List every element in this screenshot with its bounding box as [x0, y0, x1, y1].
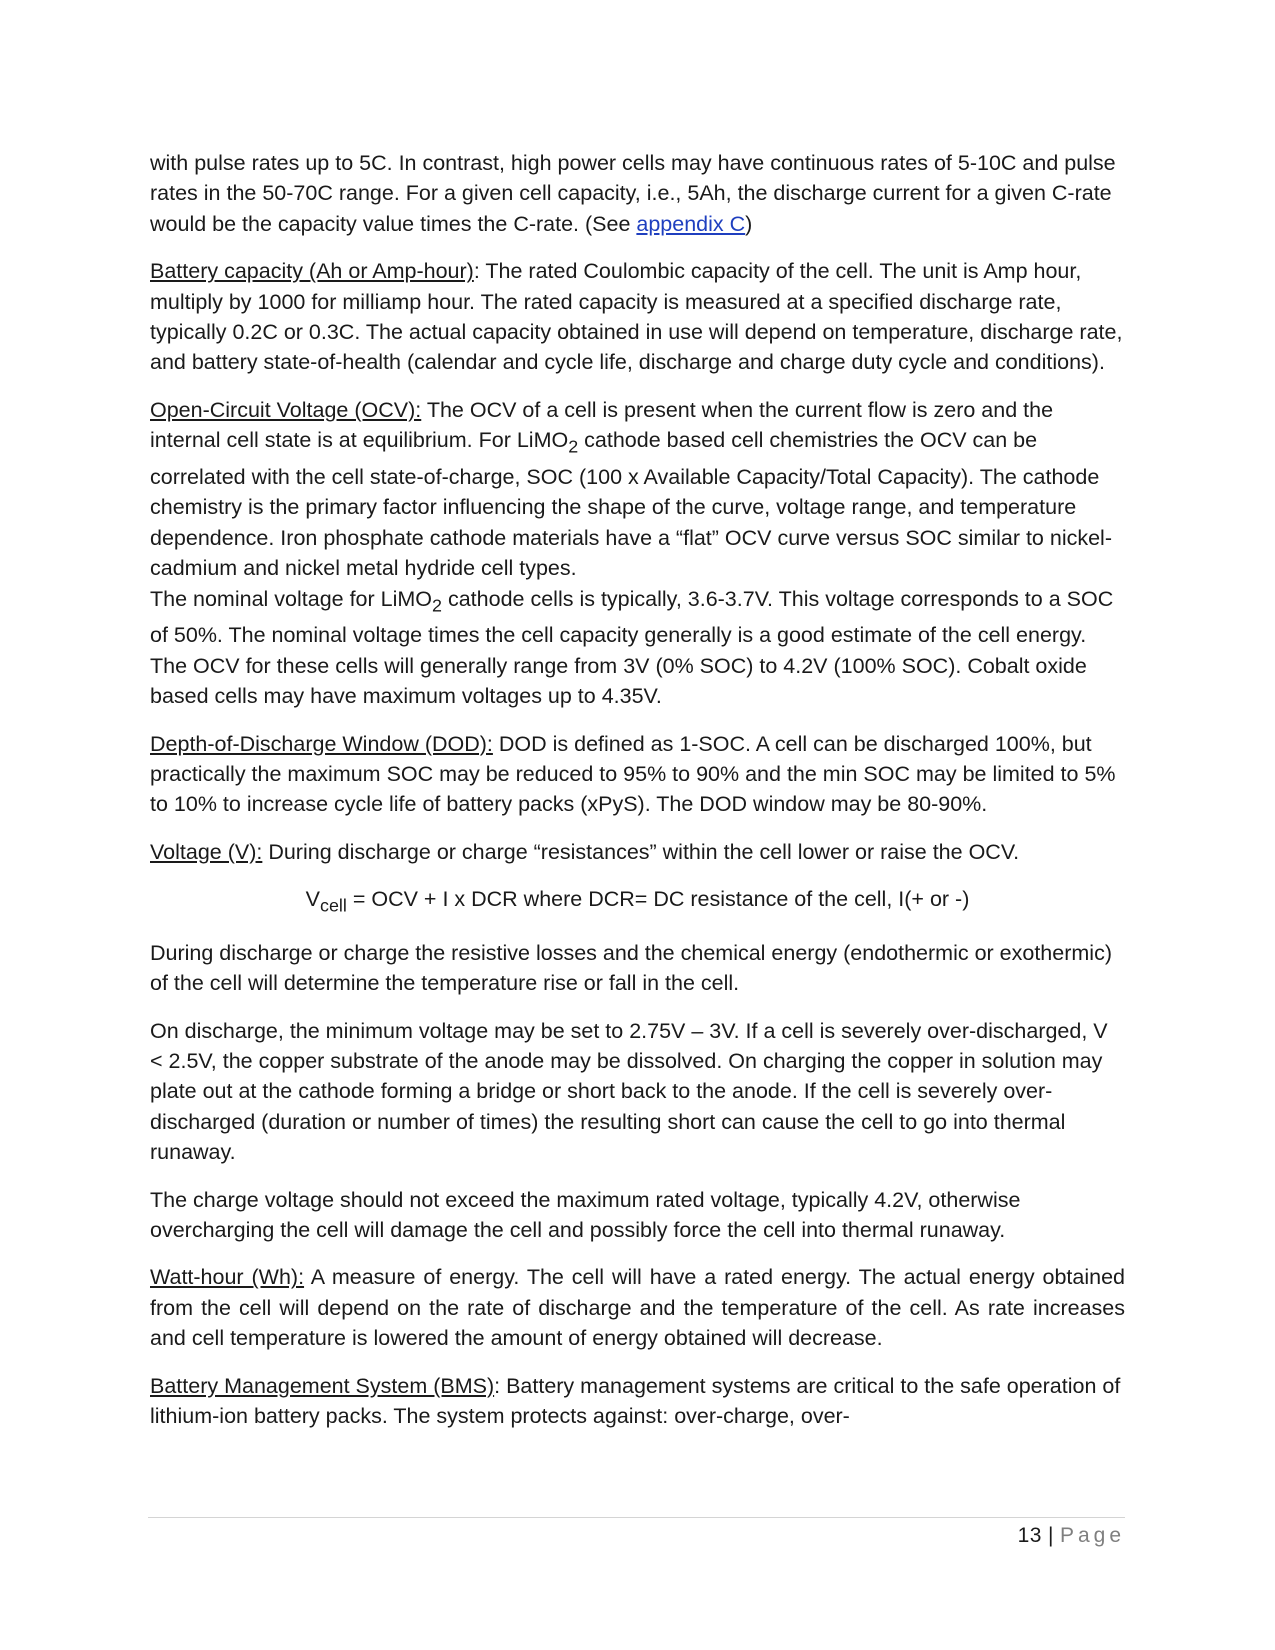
dod-paragraph	[150, 729, 1125, 820]
bms-paragraph	[150, 1371, 1125, 1432]
formula-rest: = OCV + I x DCR where DCR= DC resistance of the cell, I(+ or -)	[346, 887, 970, 912]
footer-separator: |	[1047, 1524, 1054, 1547]
watthour-term: Watt-hour (Wh):	[150, 1265, 305, 1290]
discharge-paragraph: On discharge, the minimum voltage may be set to 2.75V – 3V. If a cell is severely over-discharged, V < 2.5V, the copper substrate of the anode may be dissolved. On charging the copper in solution may plate out at the cathode forming a bridge or short back to the anode. If the cell is severely over-discharged (duration or number of times) the resulting short can cause the cell to go into thermal runaway.	[150, 1018, 1108, 1165]
ocv-subscript: 2	[568, 436, 579, 457]
nominal-voltage-paragraph	[150, 584, 1125, 712]
nominal-subscript: 2	[432, 594, 442, 615]
charge-paragraph: The charge voltage should not exceed the maximum rated voltage, typically 4.2V, otherwise overcharging the cell will damage the cell and possibly force the cell into thermal runaway.	[150, 1187, 1021, 1243]
page-content	[150, 148, 1125, 1449]
bms-body: : Battery management systems are critical to the safe operation of lithium-ion battery packs. The system protects against: over-charge, over-	[150, 1373, 1121, 1429]
capacity-paragraph	[150, 256, 1125, 378]
voltage-term: Voltage (V):	[150, 839, 263, 864]
ocv-term: Open-Circuit Voltage (OCV):	[150, 397, 422, 422]
voltage-paragraph	[150, 837, 1125, 867]
page-label: Page	[1059, 1524, 1125, 1547]
capacity-term: Battery capacity (Ah or Amp-hour)	[150, 259, 474, 284]
ocv-paragraph	[150, 395, 1125, 584]
watthour-body: A measure of energy. The cell will have a rated energy. The actual energy obtained from the cell will depend on the rate of discharge and the temperature of the cell. As rate increases and cell temperature is lowered the amount of energy obtained will decrease.	[150, 1265, 1125, 1351]
nominal-body: The nominal voltage for LiMO	[150, 586, 433, 611]
bms-term: Battery Management System (BMS)	[150, 1373, 495, 1398]
dod-term: Depth-of-Discharge Window (DOD):	[150, 731, 493, 756]
intro-text-end: )	[745, 211, 753, 236]
vcell-formula	[150, 884, 1125, 921]
page-footer	[1018, 1524, 1125, 1548]
footer-divider	[148, 1517, 1125, 1518]
capacity-body: : The rated Coulombic capacity of the cell. The unit is Amp hour, multiply by 1000 for milliamp hour. The rated capacity is measured at a specified discharge rate, typically 0.2C or 0.3C. The actual capacity obtained in use will depend on temperature, discharge rate, and battery state-of-health (calendar and cycle life, discharge and charge duty cycle and conditions).	[150, 259, 1123, 375]
formula-subscript: cell	[319, 895, 347, 916]
appendix-c-link[interactable]: appendix C	[636, 211, 746, 236]
page-number: 13	[1017, 1524, 1042, 1547]
ocv-body: The OCV of a cell is present when the current flow is zero and the internal cell state is at equilibrium. For LiMO	[150, 397, 1054, 453]
dod-body: DOD is defined as 1-SOC. A cell can be discharged 100%, but practically the maximum SOC may be reduced to 95% to 90% and the min SOC may be limited to 5% to 10% to increase cycle life of battery packs (xPyS). The DOD window may be 80-90%.	[150, 731, 1116, 817]
watthour-paragraph	[150, 1262, 1125, 1353]
ocv-body-cont: cathode based cell chemistries the OCV can be correlated with the cell state-of-charge, SOC (100 x Available Capacity/Total Capacity). The cathode chemistry is the primary factor influencing the shape of the curve, voltage range, and temperature dependence. Iron phosphate cathode materials have a “flat” OCV curve versus SOC similar to nickel-cadmium and nickel metal hydride cell types.	[150, 428, 1112, 581]
nominal-body-cont: cathode cells is typically, 3.6-3.7V. This voltage corresponds to a SOC of 50%. The nominal voltage times the cell capacity generally is a good estimate of the cell energy. The OCV for these cells will generally range from 3V (0% SOC) to 4.2V (100% SOC). Cobalt oxide based cells may have maximum voltages up to 4.35V.	[150, 586, 1114, 709]
voltage-body: During discharge or charge “resistances” within the cell lower or raise the OCV.	[262, 839, 1020, 864]
formula-v: V	[305, 887, 320, 912]
intro-text: with pulse rates up to 5C. In contrast, high power cells may have continuous rates of 5-10C and pulse rates in the 50-70C range. For a given cell capacity, i.e., 5Ah, the discharge current for a given C-rate would be the capacity value times the C-rate. (See	[150, 151, 1116, 236]
losses-paragraph: During discharge or charge the resistive losses and the chemical energy (endothermic or exothermic) of the cell will determine the temperature rise or fall in the cell.	[150, 940, 1112, 996]
intro-paragraph	[150, 148, 1125, 239]
